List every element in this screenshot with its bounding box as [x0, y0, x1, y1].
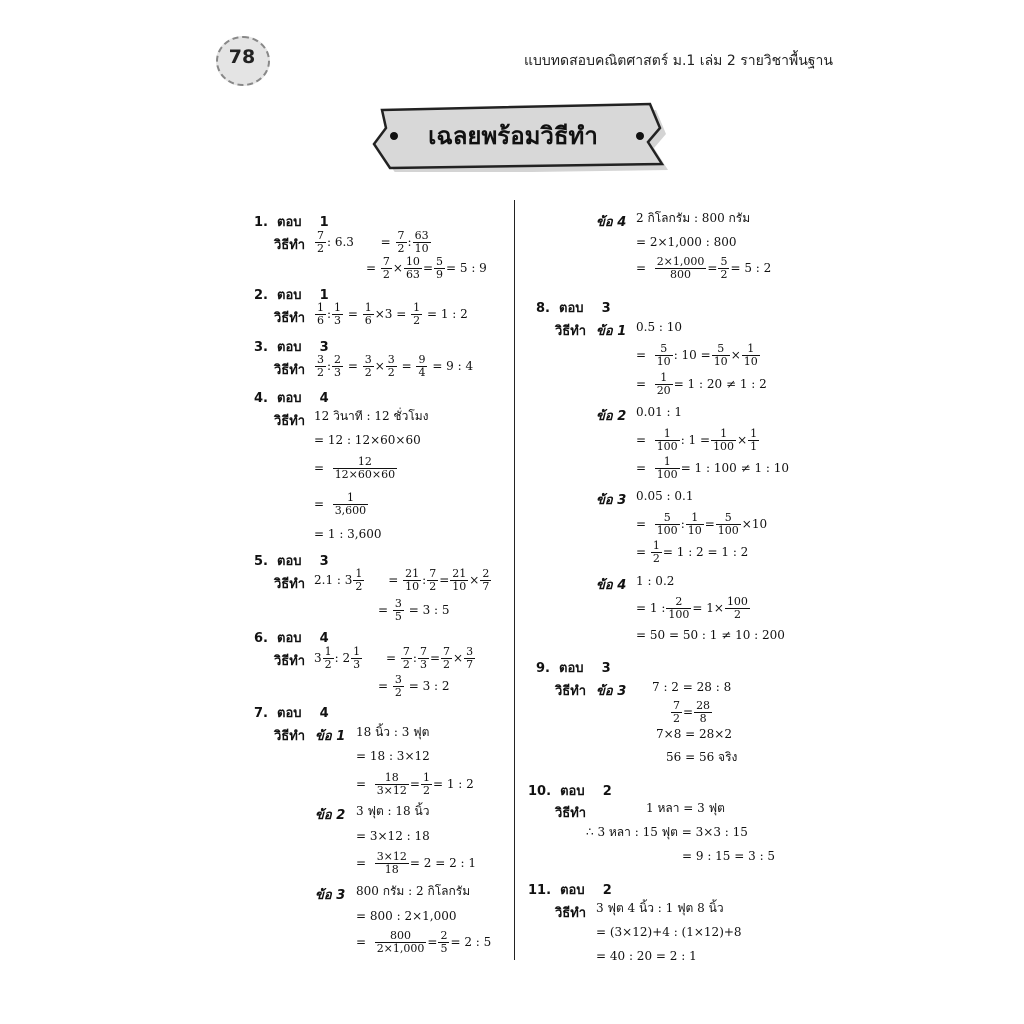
- q7-s3-line-2: = $\frac{800}{2\times 1,000}$ = $\frac{2}{5}$ = 2 : 5: [356, 929, 492, 955]
- q9-item-3-label: ข้อ 3: [596, 684, 627, 699]
- method-label-2: วิธีทำ: [274, 311, 306, 326]
- running-head: แบบทดสอบคณิตศาสตร์ ม.1 เล่ม 2 รายวิชาพื้นฐาน: [524, 53, 833, 69]
- q3-line-1: $\frac{3}{2}$ : $\frac{2}{3}$ = $\frac{3}{2}$ × $\frac{3}{2}$ = $\frac{9}{4}$ = 9 : 4: [317, 353, 474, 379]
- banner-title: เฉลยพร้อมวิธีทำ: [428, 122, 598, 150]
- method-label-11: วิธีทำ: [555, 906, 587, 921]
- answer-4: 4. ตอบ 4: [254, 391, 329, 406]
- q7-s1-line-2: = $\frac{18}{3\times 12}$ = $\frac{1}{2}$ = 1 : 2: [356, 771, 474, 797]
- q8-s4-line-0: 1 : 0.2: [636, 574, 675, 588]
- answer-8: 8. ตอบ 3: [536, 301, 611, 316]
- method-label-5: วิธีทำ: [274, 577, 306, 592]
- q8-item-2-label: ข้อ 2: [596, 409, 627, 424]
- method-label-4: วิธีทำ: [274, 414, 306, 429]
- method-label-6: วิธีทำ: [274, 654, 306, 669]
- q7-s2-line-0: 3 ฟุต : 18 นิ้ว: [356, 804, 430, 818]
- answer-3: 3. ตอบ 3: [254, 340, 329, 355]
- page-number: 78: [228, 46, 256, 68]
- q7-item-1-label: ข้อ 1: [315, 729, 346, 744]
- q6-line-2: = $\frac{3}{2}$ = 3 : 2: [378, 673, 450, 699]
- q8-s1-line-2: = $\frac{1}{20}$ = 1 : 20 ≠ 1 : 2: [636, 371, 767, 397]
- answer-9: 9. ตอบ 3: [536, 661, 611, 676]
- q2-line-1: $\frac{1}{6}$ : $\frac{1}{3}$ = $\frac{1}{6}$ ×3 = $\frac{1}{2}$ = 1 : 2: [317, 301, 468, 327]
- q10-line-0: 1 หลา = 3 ฟุต: [646, 801, 725, 815]
- answer-5: 5. ตอบ 3: [254, 554, 329, 569]
- q7-item-4-label: ข้อ 4: [596, 215, 627, 230]
- q11-line-2: = 40 : 20 = 2 : 1: [596, 949, 697, 963]
- q4-line-4: = 1 : 3,600: [314, 527, 382, 541]
- q7-s3-line-1: = 800 : 2×1,000: [356, 909, 457, 923]
- q7-s1-line-0: 18 นิ้ว : 3 ฟุต: [356, 725, 430, 739]
- q8-s3-line-0: 0.05 : 0.1: [636, 489, 694, 503]
- q9-line-0: 7 : 2 = 28 : 8: [652, 680, 732, 694]
- q5-line-1: 2.1 : 3 $\frac{1}{2}$ = $\frac{21}{10}$ : $\frac{7}{2}$ = $\frac{21}{10}$ × $\frac{2}{7}$: [314, 567, 490, 593]
- q8-item-1-label: ข้อ 1: [596, 324, 627, 339]
- q6-line-1: 3 $\frac{1}{2}$ : 2 $\frac{1}{3}$ = $\frac{7}{2}$ : $\frac{7}{3}$ = $\frac{7}{2}$ × $\frac{3}{7}$: [314, 645, 474, 671]
- q4-line-2: = $\frac{12}{12\times 60\times 60}$: [314, 455, 396, 481]
- q5-line-2: = $\frac{3}{5}$ = 3 : 5: [378, 597, 450, 623]
- q8-s3-line-2: = $\frac{1}{2}$ = 1 : 2 = 1 : 2: [636, 539, 749, 565]
- q4-line-1: = 12 : 12×60×60: [314, 433, 421, 447]
- q7-s4-line-2: = $\frac{2\times 1,000}{800}$ = $\frac{5}{2}$ = 5 : 2: [636, 255, 772, 281]
- q7-s2-line-2: = $\frac{3\times 12}{18}$ = 2 = 2 : 1: [356, 850, 477, 876]
- q7-s1-line-1: = 18 : 3×12: [356, 749, 430, 763]
- q11-line-0: 3 ฟุต 4 นิ้ว : 1 ฟุต 8 นิ้ว: [596, 901, 724, 915]
- answer-11: 11. ตอบ 2: [528, 883, 612, 898]
- answer-6: 6. ตอบ 4: [254, 631, 329, 646]
- answer-1: 1. ตอบ 1: [254, 215, 329, 230]
- q4-line-3: = $\frac{1}{3,600}$: [314, 491, 367, 517]
- q10-line-2: = 9 : 15 = 3 : 5: [682, 849, 776, 863]
- q9-line-2: 7×8 = 28×2: [656, 727, 732, 741]
- column-divider: [514, 200, 515, 960]
- method-label-3: วิธีทำ: [274, 363, 306, 378]
- q8-s3-line-1: = $\frac{5}{100}$ : $\frac{1}{10}$ = $\frac{5}{100}$ ×10: [636, 511, 768, 537]
- q4-line-0: 12 วินาที : 12 ชั่วโมง: [314, 409, 429, 423]
- q11-line-1: = (3×12)+4 : (1×12)+8: [596, 925, 742, 939]
- method-label-1: วิธีทำ: [274, 238, 306, 253]
- method-label-8: วิธีทำ: [555, 324, 587, 339]
- q7-s4-line-0: 2 กิโลกรัม : 800 กรัม: [636, 211, 751, 225]
- q1-line-2: = $\frac{7}{2}$ × $\frac{10}{63}$ = $\frac{5}{9}$ = 5 : 9: [366, 255, 487, 281]
- q8-item-3-label: ข้อ 3: [596, 493, 627, 508]
- answer-2: 2. ตอบ 1: [254, 288, 329, 303]
- method-label-7: วิธีทำ: [274, 729, 306, 744]
- page-number-badge: [214, 36, 270, 84]
- q8-item-4-label: ข้อ 4: [596, 578, 627, 593]
- method-label-10: วิธีทำ: [555, 806, 587, 821]
- q8-s1-line-1: = $\frac{5}{10}$ : 10 = $\frac{5}{10}$ × $\frac{1}{10}$: [636, 342, 758, 368]
- method-label-9: วิธีทำ: [555, 684, 587, 699]
- q7-item-3-label: ข้อ 3: [315, 888, 346, 903]
- answer-7: 7. ตอบ 4: [254, 706, 329, 721]
- q7-s3-line-0: 800 กรัม : 2 กิโลกรัม: [356, 884, 471, 898]
- answer-10: 10. ตอบ 2: [528, 784, 612, 799]
- q8-s4-line-2: = 50 = 50 : 1 ≠ 10 : 200: [636, 628, 785, 642]
- q8-s1-line-0: 0.5 : 10: [636, 320, 683, 334]
- q9-line-1: $\frac{7}{2}$ = $\frac{28}{8}$: [673, 699, 711, 725]
- q8-s2-line-0: 0.01 : 1: [636, 405, 683, 419]
- q8-s2-line-1: = $\frac{1}{100}$ : 1 = $\frac{1}{100}$ × $\frac{1}{1}$: [636, 427, 758, 453]
- q9-line-3: 56 = 56 จริง: [666, 750, 738, 764]
- q7-s2-line-1: = 3×12 : 18: [356, 829, 430, 843]
- q8-s4-line-1: = 1 : $\frac{2}{100}$ = 1× $\frac{100}{2}$: [636, 595, 748, 621]
- q10-line-1: ∴ 3 หลา : 15 ฟุต = 3×3 : 15: [586, 825, 748, 839]
- q7-s4-line-1: = 2×1,000 : 800: [636, 235, 737, 249]
- q8-s2-line-2: = $\frac{1}{100}$ = 1 : 100 ≠ 1 : 10: [636, 455, 790, 481]
- q1-line-1: $\frac{7}{2}$ : 6.3 = $\frac{7}{2}$ : $\frac{63}{10}$: [317, 229, 429, 255]
- q7-item-2-label: ข้อ 2: [315, 808, 346, 823]
- section-banner: [368, 98, 668, 172]
